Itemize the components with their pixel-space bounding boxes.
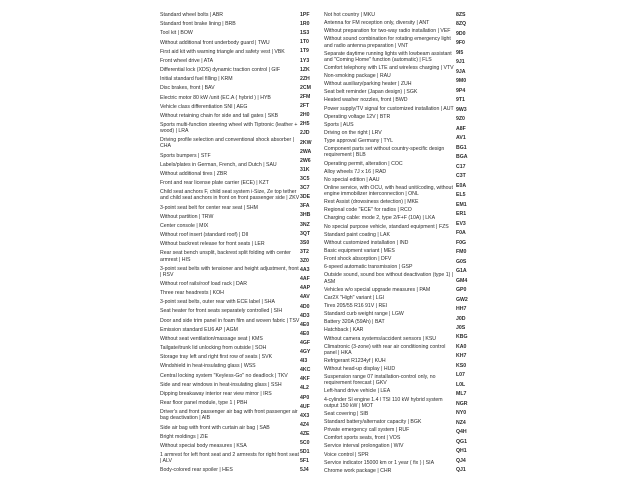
equipment-item: Rear floor panel module, type 1 | PBH: [160, 400, 248, 407]
equipment-item: Storage tray left and right first row of seats | SVK: [160, 354, 273, 361]
equipment-code: 9T1: [456, 97, 465, 104]
equipment-item: Climatronic (3-zone) with rear air conditioning control panel | HKA: [324, 343, 446, 356]
equipment-item: Non-smoking package | RAU: [324, 73, 391, 80]
equipment-item: 3-point seat belts with tensioner and height adjustment, front | RSV: [160, 265, 299, 278]
equipment-item: Central locking system "Keyless-Go" no deadlock | TKV: [160, 372, 288, 379]
equipment-item: Standard battery/alternator capacity | BGK: [324, 418, 422, 425]
equipment-item: Voice control | SPR: [324, 451, 369, 458]
equipment-item: Sports multi-function steering wheel with Tiptronic (leather + wood) | LRA: [160, 122, 298, 135]
equipment-code: 1Y3: [300, 57, 310, 64]
equipment-item: Initial standard fuel filling | KRM: [160, 76, 233, 83]
equipment-item: Front and rear license plate carrier (ECE) | KZT: [160, 180, 269, 187]
equipment-code: 1PF: [300, 12, 310, 18]
equipment-code: C3T: [456, 173, 466, 180]
equipment-code: 4AP: [300, 285, 311, 292]
equipment-item: Without sound combination for rotating emergency light and radio antenna preparation | VNT: [324, 36, 451, 49]
equipment-code: 3C5: [300, 175, 310, 182]
equipment-list-sheet: [160, 12, 482, 474]
middle-description-list: [324, 12, 456, 474]
equipment-code: J0S: [456, 324, 466, 331]
left-equipment-list: [160, 12, 300, 474]
equipment-item: Regional code "ECE" for radios | RCO: [324, 207, 412, 214]
equipment-item: Center console | MIX: [160, 222, 209, 229]
equipment-code: EL5: [456, 192, 466, 199]
equipment-code: 1ZK: [300, 66, 310, 73]
equipment-item: 4-cylinder SI engine 1.4 l TSI 110 kW hybrid system output 150 kW | MOT: [324, 396, 443, 409]
left-equipment-column: [160, 12, 300, 474]
equipment-code: EM1: [456, 201, 467, 208]
equipment-item: Without retaining chain for side and tail gates | SKB: [160, 112, 279, 119]
equipment-code: 3HB: [300, 212, 311, 219]
equipment-item: Power supply/TV signal for customized installation | AUT: [324, 105, 454, 112]
equipment-code: 8ZQ: [456, 21, 467, 28]
equipment-code: 2H0: [300, 112, 310, 119]
equipment-code: Q4H: [456, 429, 467, 436]
equipment-code: KBG: [456, 334, 468, 341]
equipment-code: 3FA: [300, 203, 310, 210]
equipment-code: KA0: [456, 343, 467, 350]
equipment-code: ML7: [456, 391, 467, 398]
equipment-code: 5F1: [300, 458, 309, 465]
equipment-item: Emission standard EU6 AP | AGM: [160, 326, 238, 333]
equipment-code: 4GF: [300, 339, 311, 346]
equipment-item: Front shock absorption | DFV: [324, 256, 392, 263]
equipment-item: No special purpose vehicle, standard equipment | FZS: [324, 223, 449, 230]
equipment-code: 8ZS: [456, 12, 466, 18]
equipment-code: 9I5: [456, 49, 464, 56]
equipment-item: Vehicle class differentiation SNI | AEG: [160, 103, 248, 110]
equipment-item: Seat heater for front seats separately controlled | SIH: [160, 308, 283, 315]
equipment-code: 1T0: [300, 39, 309, 46]
middle-code-list: [300, 12, 322, 474]
equipment-item: Without seat ventilation/massage seat | KMS: [160, 335, 263, 342]
equipment-item: Child seat anchors F, child seat system i-Size, Ze top tether and child seat anchors in front on front passenger side | ZKV: [160, 189, 300, 202]
equipment-code: NZ4: [456, 419, 466, 426]
equipment-item: Outside sound, sound box without deactivation (type 1) | ASM: [324, 272, 454, 285]
equipment-code: 2H5: [300, 121, 310, 128]
equipment-code: BG1: [456, 144, 467, 151]
equipment-code: 3C7: [300, 185, 310, 192]
equipment-item: Tailgate/trunk lid unlocking from outside | SOH: [160, 345, 267, 352]
equipment-code: 4D3: [300, 312, 310, 319]
equipment-item: Door and side trim panel in foam film and woven fabric | TSV: [160, 317, 300, 324]
equipment-item: Standard front brake lining | BRB: [160, 21, 236, 28]
middle-description-column: [324, 12, 456, 474]
equipment-item: Antenna for FM reception only, diversity | ANT: [324, 20, 430, 27]
equipment-item: Rear seat bench unsplit, backrest split folding with center armrest | HIS: [160, 250, 291, 263]
equipment-code: 4UF: [300, 403, 310, 410]
equipment-code: 4AF: [300, 276, 310, 283]
equipment-code: 3S0: [300, 239, 310, 246]
equipment-item: Suspension range 07 installation-control only, no requirement forecast | GKV: [324, 374, 436, 387]
equipment-item: First aid kit with warning triangle and safety vest | VBK: [160, 48, 285, 55]
equipment-code: 9F0: [456, 40, 465, 47]
equipment-code: FM0: [456, 249, 467, 256]
equipment-code: 5D1: [300, 449, 310, 456]
equipment-code: EV3: [456, 220, 466, 227]
equipment-item: Side and rear windows in heat-insulating glass | SSH: [160, 381, 282, 388]
equipment-item: 3-point seat belt for center rear seat | SHM: [160, 204, 258, 211]
equipment-item: Seat covering | SIB: [324, 410, 369, 417]
equipment-code: 4E0: [300, 321, 310, 328]
equipment-item: Service indicator 15000 km or 1 year ( fix ) | SIA: [324, 459, 435, 466]
equipment-code: KS0: [456, 362, 467, 369]
equipment-code: GM4: [456, 277, 468, 284]
equipment-code: 2JD: [300, 130, 310, 137]
equipment-code: F0G: [456, 239, 467, 246]
equipment-code: 2W6: [300, 157, 311, 164]
equipment-item: Tires 205/55 R16 91V | REI: [324, 302, 388, 309]
middle-code-column: [300, 12, 322, 474]
equipment-code: 3QT: [300, 230, 311, 237]
equipment-code: 4X3: [300, 412, 310, 419]
equipment-item: Seat belt reminder (Japan design) | SGK: [324, 89, 418, 96]
equipment-code: 4KC: [300, 367, 311, 374]
equipment-code: 1S3: [300, 30, 310, 37]
equipment-item: Dipping breakaway interior rear view mirror | IRS: [160, 391, 272, 397]
equipment-item: Without auxiliary/parking heater | ZUH: [324, 81, 412, 88]
equipment-code: 1R0: [300, 21, 310, 28]
equipment-item: Charging cable: mode 2, type 2/F+F (10A) | LKA: [324, 215, 436, 222]
equipment-code: C17: [456, 163, 466, 170]
equipment-item: 3-point seat belts, outer rear with ECE label | SHA: [160, 299, 275, 306]
equipment-code: E0A: [456, 182, 467, 189]
equipment-item: 1 armrest for left front seat and 2 armrests for right front seat | ALV: [160, 452, 299, 465]
equipment-item: Without head-up display | HUD: [324, 366, 396, 373]
equipment-code: 4AV: [300, 294, 310, 301]
equipment-item: Windshield in heat-insulating glass | WSS: [160, 363, 256, 370]
equipment-code: 3NZ: [300, 221, 310, 228]
equipment-code: 9JA: [456, 68, 466, 75]
equipment-code: BGA: [456, 154, 468, 161]
equipment-item: Separate daytime running lights with lowbeam assistant and "Coming Home" function (automatic) | FLS: [324, 50, 452, 63]
equipment-code: F0A: [456, 230, 466, 237]
equipment-code: 2CM: [300, 84, 311, 91]
equipment-code: QJ4: [456, 457, 466, 464]
equipment-code: 4ZE: [300, 431, 310, 438]
equipment-item: Without roof rails/roof load rack | DAR: [160, 280, 247, 287]
equipment-item: Body-colored rear spoiler | HES: [160, 467, 233, 474]
equipment-code: 4GY: [300, 349, 311, 356]
equipment-item: Not hot country | MKU: [324, 12, 375, 18]
equipment-item: Disc brakes, front | BAV: [160, 85, 215, 92]
equipment-item: Car2X "High" variant | LGI: [324, 294, 385, 301]
equipment-code: 9P4: [456, 87, 466, 94]
equipment-code: G1A: [456, 268, 467, 275]
equipment-item: Alloy wheels 7J x 16 | RAD: [324, 168, 387, 175]
equipment-code: 5C0: [300, 440, 310, 447]
equipment-code: 2KW: [300, 139, 312, 146]
equipment-code: 31K: [300, 166, 310, 173]
equipment-item: Without roof insert (standard roof) | DII: [160, 232, 249, 239]
equipment-item: Battery 320A (59Ah) | BAT: [324, 319, 385, 326]
equipment-code: 4I3: [300, 358, 308, 365]
equipment-code: NY0: [456, 410, 467, 417]
equipment-code: 9W3: [456, 106, 467, 113]
equipment-item: Vehicles w/o special upgrade measures | PAM: [324, 286, 431, 293]
equipment-code: 2WA: [300, 148, 312, 155]
equipment-code: 4KF: [300, 376, 310, 383]
equipment-code: 2ZH: [300, 75, 310, 82]
equipment-code: KH7: [456, 353, 467, 360]
right-code-column: [456, 12, 484, 474]
equipment-item: Without additional tires | ZBR: [160, 170, 228, 177]
equipment-code: HH7: [456, 306, 467, 313]
equipment-code: 2FT: [300, 103, 310, 110]
equipment-item: Without camera systems/accident sensors | KSU: [324, 335, 437, 342]
equipment-code: L0L: [456, 381, 466, 388]
equipment-item: Driver's and front passenger air bag with front passenger air bag deactivation | AIB: [160, 409, 298, 422]
equipment-item: Without special body measures | KSA: [160, 442, 247, 449]
right-code-list: [456, 12, 484, 474]
equipment-item: Operating voltage 12V | BTR: [324, 113, 391, 120]
equipment-code: QJ1: [456, 467, 466, 474]
equipment-code: 9D0: [456, 30, 466, 37]
equipment-code: 4Z4: [300, 421, 309, 428]
equipment-item: Refrigerant R1234yf | KUH: [324, 357, 386, 364]
equipment-code: 3DE: [300, 194, 311, 201]
equipment-code: ER1: [456, 211, 467, 218]
equipment-item: Without backrest release for front seats | LER: [160, 241, 265, 248]
equipment-item: Without customized installation | IND: [324, 239, 409, 246]
equipment-code: 4P0: [300, 394, 310, 401]
equipment-item: Operating permit, alteration | COC: [324, 160, 403, 167]
equipment-item: Left-hand drive vehicle | LEA: [324, 388, 391, 395]
equipment-item: Sports | AUS: [324, 121, 354, 128]
equipment-item: Rest Assist (drowsiness detection) | MKE: [324, 199, 419, 206]
equipment-item: Comfort sports seats, front | VOS: [324, 435, 401, 442]
equipment-code: 1T9: [300, 48, 309, 55]
equipment-code: L07: [456, 372, 465, 379]
equipment-item: Private emergency call system | RUF: [324, 427, 410, 434]
equipment-code: 3Z0: [300, 257, 309, 264]
equipment-item: Online service, with OCU, with head unit/coding, without engine immobilizer interconnection | ONL: [324, 184, 453, 198]
equipment-item: Chrome work package | CHR: [324, 467, 392, 474]
equipment-item: 6-speed automatic transmission | GSP: [324, 264, 413, 271]
equipment-item: Without preparation for two-way radio installation | VEF: [324, 28, 451, 35]
equipment-code: QH1: [456, 448, 467, 455]
equipment-code: GW2: [456, 296, 468, 303]
equipment-code: 9J1: [456, 59, 465, 66]
equipment-code: NGR: [456, 400, 468, 407]
equipment-item: Without additional front underbody guard | TWU: [160, 39, 270, 46]
equipment-item: Hatchback | KAR: [324, 327, 364, 334]
equipment-code: QG1: [456, 438, 467, 445]
equipment-code: AV1: [456, 135, 466, 142]
equipment-item: Differential lock (XDS) dynamic traction control | GIF: [160, 67, 281, 74]
equipment-code: 2FM: [300, 93, 311, 100]
equipment-code: 9M0: [456, 78, 467, 85]
equipment-item: Side air bag with front with curtain air bag | SAB: [160, 424, 270, 431]
equipment-code: J0D: [456, 315, 466, 322]
equipment-item: Driving on the right | LRV: [324, 130, 382, 137]
equipment-item: Labels/plates in German, French, and Dutch | SAU: [160, 161, 277, 168]
equipment-code: 4L2: [300, 385, 309, 392]
equipment-code: G0S: [456, 258, 467, 265]
equipment-item: Basic equipment variant | MES: [324, 248, 395, 255]
equipment-item: Electric motor 80 kW /unit (EC.A ( hybrid ) | HYB: [160, 94, 271, 101]
equipment-item: Without partition | TRW: [160, 213, 214, 220]
equipment-code: A8F: [456, 125, 466, 132]
equipment-code: 4A3: [300, 267, 310, 274]
equipment-item: Bright moldings | ZIE: [160, 433, 209, 440]
equipment-item: Comfort telephony with LTE and wireless charging | VTV: [324, 64, 454, 71]
equipment-item: Standard curb weight range | LGW: [324, 311, 404, 318]
equipment-code: 3T2: [300, 248, 309, 255]
equipment-item: Type approval Germany | TYL: [324, 138, 394, 145]
equipment-code: 4E0: [300, 330, 310, 337]
equipment-item: Front wheel drive | ATA: [160, 57, 214, 64]
equipment-item: Three rear headrests | KOH: [160, 290, 224, 297]
equipment-code: 9Z0: [456, 116, 465, 123]
equipment-item: Tool kit | BOW: [160, 30, 193, 37]
equipment-code: 4D0: [300, 303, 310, 310]
equipment-item: Driving profile selection and conventional shock absorber | CHA: [160, 137, 294, 150]
equipment-code: 5J4: [300, 467, 309, 474]
equipment-item: Standard wheel bolts | ABR: [160, 12, 224, 18]
equipment-item: Service interval prolongation | WIV: [324, 443, 404, 450]
equipment-item: Standard paint coating | LAK: [324, 231, 390, 238]
equipment-item: Sports bumpers | STF: [160, 152, 211, 159]
equipment-code: GP0: [456, 287, 467, 294]
equipment-item: No special edition | AAU: [324, 176, 380, 183]
equipment-item: Heated washer nozzles, front | BWD: [324, 97, 408, 104]
equipment-item: Component parts set without country-specific design requirement | BLB: [324, 146, 445, 159]
